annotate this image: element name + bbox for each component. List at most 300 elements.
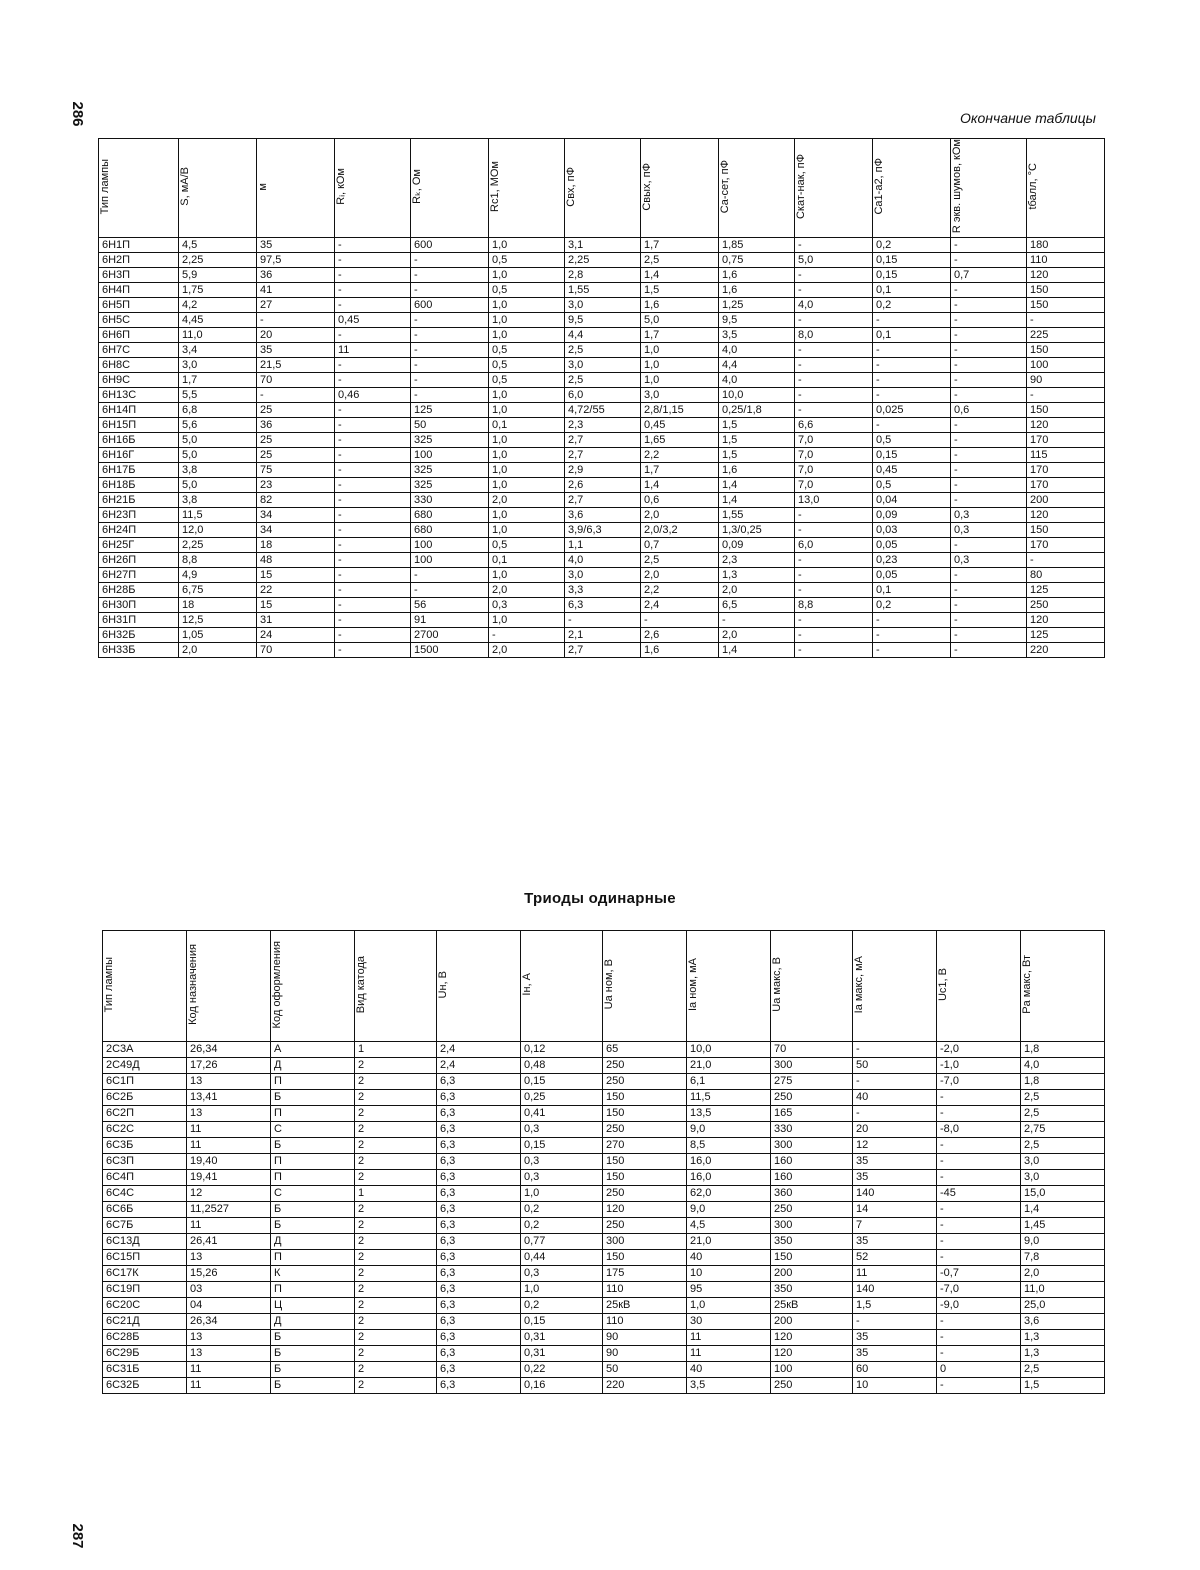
table-cell: - [951,463,1027,478]
table-cell: 16,0 [687,1154,771,1170]
table-cell: - [951,493,1027,508]
table-row [103,1138,1105,1154]
table-cell: - [795,523,873,538]
table-cell: 170 [1027,433,1105,448]
tube-type-cell: 6С7Б [103,1218,187,1234]
table-cell: 34 [257,508,335,523]
table-cell: 15 [257,568,335,583]
table-row [103,1298,1105,1314]
table-cell: 3,0 [641,388,719,403]
table-cell: 250 [603,1186,687,1202]
table-cell: 250 [603,1074,687,1090]
table-cell: 120 [771,1346,853,1362]
table-cell: 3,9/6,3 [565,523,641,538]
table-cell: 1,0 [489,508,565,523]
table-cell: 1,65 [641,433,719,448]
table-cell: 6,3 [437,1154,521,1170]
table-cell: 26,41 [187,1234,271,1250]
table-cell: - [1027,553,1105,568]
table-cell: - [1027,313,1105,328]
table-cell: - [335,598,411,613]
table-cell: 13 [187,1250,271,1266]
table-cell: 0,44 [521,1250,603,1266]
tube-type-cell: 6С3П [103,1154,187,1170]
table-cell: - [335,283,411,298]
table-cell: 03 [187,1282,271,1298]
table-cell: 10,0 [719,388,795,403]
table-cell: 0,5 [873,478,951,493]
table-cell: - [335,583,411,598]
table-cell: 1,0 [489,268,565,283]
tube-type-cell: 6С32Б [103,1378,187,1394]
table-cell: Д [271,1314,355,1330]
table-cell: 1,0 [489,403,565,418]
table-cell: 2,6 [565,478,641,493]
table-cell: 2,0 [489,493,565,508]
table-cell: 1,0 [489,313,565,328]
table-cell: 11 [187,1378,271,1394]
table-cell: - [411,568,489,583]
table-cell: 0,16 [521,1378,603,1394]
table-cell: 350 [771,1282,853,1298]
table-cell: Б [271,1362,355,1378]
column-header-label: Uн, В [437,970,449,999]
table-cell: 2 [355,1090,437,1106]
table-cell: 18 [257,538,335,553]
table-cell: - [853,1106,937,1122]
column-header-label: Cа-сет, пФ [719,159,731,214]
table-cell: 0,09 [873,508,951,523]
tube-type-cell: 6С4С [103,1186,187,1202]
table-cell: 2 [355,1170,437,1186]
continuation-note: Окончание таблицы [959,110,1096,126]
table-cell: 6,6 [795,418,873,433]
table-cell: 2 [355,1346,437,1362]
column-header [687,931,771,1042]
table-cell: 95 [687,1282,771,1298]
table-cell: Д [271,1234,355,1250]
tube-type-cell: 6Н6П [99,328,179,343]
table-cell: - [335,523,411,538]
table-cell: - [335,538,411,553]
table-cell: 52 [853,1250,937,1266]
table-cell: 41 [257,283,335,298]
table-cell: 1,5 [719,448,795,463]
tube-type-cell: 6С28Б [103,1330,187,1346]
table-cell: -8,0 [937,1122,1021,1138]
table-cell: - [411,358,489,373]
table-cell: 1,4 [641,478,719,493]
table-cell: 120 [1027,508,1105,523]
table-cell: 100 [411,448,489,463]
table-row [103,1058,1105,1074]
column-header-label: tбалл, °С [1027,163,1039,210]
table-cell: 12,0 [179,523,257,538]
table-cell: - [335,568,411,583]
table-cell: 150 [603,1090,687,1106]
table-cell: 100 [411,553,489,568]
table-cell: 6,3 [437,1074,521,1090]
table-cell: 11 [335,343,411,358]
table-cell: 1 [355,1186,437,1202]
table-cell: 1,0 [489,568,565,583]
table-cell: 300 [603,1234,687,1250]
table-cell: 1,0 [489,298,565,313]
table-cell: 1,75 [179,283,257,298]
column-header-label: Iа ном, мА [687,958,699,1011]
table-cell: - [795,553,873,568]
table-header-row [99,139,1105,238]
page-number-right: 287 [69,1523,87,1549]
table-cell: 250 [603,1218,687,1234]
table-cell: 2,0 [641,568,719,583]
column-header [719,139,795,238]
table-cell: 125 [1027,628,1105,643]
table-cell: 2,5 [1021,1106,1105,1122]
tube-type-cell: 6С2П [103,1106,187,1122]
table-cell: 27 [257,298,335,313]
table-cell: 2700 [411,628,489,643]
table-cell: 2,5 [565,343,641,358]
table-cell: 100 [411,538,489,553]
table-cell: С [271,1186,355,1202]
table-row [103,1234,1105,1250]
table-cell: - [795,358,873,373]
table-cell: 0,77 [521,1234,603,1250]
table-cell: 150 [603,1170,687,1186]
table-cell: 0,5 [489,373,565,388]
table-cell: 1,5 [641,283,719,298]
table-cell: 325 [411,478,489,493]
column-header [795,139,873,238]
table-cell: 0,15 [521,1138,603,1154]
table-cell: 250 [603,1122,687,1138]
table-cell: 2,0 [719,628,795,643]
table-cell: 2,7 [565,448,641,463]
table-cell: 13,0 [795,493,873,508]
tube-type-cell: 6С4П [103,1170,187,1186]
column-header-label: Rс1, МОм [489,161,501,212]
table-cell: 6,3 [437,1330,521,1346]
table-cell: - [951,358,1027,373]
table-cell: А [271,1042,355,1058]
table-cell: 11,0 [179,328,257,343]
table-cell: 250 [771,1202,853,1218]
table-cell: - [951,478,1027,493]
table-cell: 97,5 [257,253,335,268]
table-cell: Д [271,1058,355,1074]
table-cell: 2 [355,1218,437,1234]
table-cell: 1,5 [719,418,795,433]
table-cell: 0,5 [489,343,565,358]
table-cell: - [335,613,411,628]
table-cell: 1,3/0,25 [719,523,795,538]
table-cell: 20 [257,328,335,343]
table-cell: П [271,1106,355,1122]
table-cell: 4,5 [687,1218,771,1234]
table-cell: - [489,628,565,643]
table-cell: 80 [1027,568,1105,583]
table-cell: 250 [1027,598,1105,613]
table-cell: 100 [771,1362,853,1378]
table-cell: Б [271,1218,355,1234]
table-cell: 0,6 [641,493,719,508]
tube-type-cell: 6Н14П [99,403,179,418]
table-cell: 15,0 [1021,1186,1105,1202]
table-cell: - [937,1314,1021,1330]
table-cell: 5,0 [179,448,257,463]
table-cell: - [795,268,873,283]
table-cell: 2 [355,1362,437,1378]
table-cell: П [271,1170,355,1186]
table-cell: 60 [853,1362,937,1378]
table-cell: 12 [187,1186,271,1202]
tube-type-cell: 6С17К [103,1266,187,1282]
table-cell: 0,25 [521,1090,603,1106]
column-header-label: Код назначения [187,944,199,1025]
table-cell: 62,0 [687,1186,771,1202]
table-cell: 25,0 [1021,1298,1105,1314]
table-row [99,493,1105,508]
table-cell: 1,0 [489,478,565,493]
column-header [489,139,565,238]
table-cell: 70 [257,643,335,658]
table-cell: 4,9 [179,568,257,583]
table-cell: 3,0 [565,298,641,313]
table-cell: 2,2 [641,583,719,598]
page-number-left: 286 [69,101,87,127]
table-cell: - [795,238,873,253]
table-cell: 200 [771,1314,853,1330]
table-cell: - [937,1250,1021,1266]
table-cell: 2 [355,1250,437,1266]
tube-type-cell: 6Н3П [99,268,179,283]
table-cell: 10 [687,1266,771,1282]
table-cell: 0,05 [873,538,951,553]
table-cell: - [937,1106,1021,1122]
table-cell: 2,5 [1021,1362,1105,1378]
table-row [99,313,1105,328]
table-cell: 1,0 [521,1186,603,1202]
table-row [99,643,1105,658]
table-cell: 2,0 [179,643,257,658]
table-cell: 150 [771,1250,853,1266]
table-cell: 6,3 [437,1106,521,1122]
table-cell: 21,5 [257,358,335,373]
table-cell: 5,0 [179,433,257,448]
table-cell: 18 [179,598,257,613]
table-cell: 65 [603,1042,687,1058]
table-cell: 2,5 [1021,1138,1105,1154]
table-cell: 350 [771,1234,853,1250]
table-cell: 11 [187,1122,271,1138]
tube-type-cell: 6С29Б [103,1346,187,1362]
table-cell: 2,25 [179,538,257,553]
table-cell: 11 [853,1266,937,1282]
table-cell: 31 [257,613,335,628]
table-cell: 2,0 [1021,1266,1105,1282]
table-cell: 48 [257,553,335,568]
table-cell: 6,0 [565,388,641,403]
table-cell: 3,3 [565,583,641,598]
table-cell: 13 [187,1074,271,1090]
table-row [103,1378,1105,1394]
table-cell: 25 [257,448,335,463]
table-cell: - [335,508,411,523]
table-cell: 325 [411,463,489,478]
table-cell: 35 [257,238,335,253]
table-cell: - [951,433,1027,448]
table-cell: - [411,283,489,298]
table-cell: 0,75 [719,253,795,268]
table-cell: 2 [355,1138,437,1154]
table-cell: - [795,313,873,328]
table-row [99,508,1105,523]
table-cell: 200 [771,1266,853,1282]
table-cell: 2 [355,1314,437,1330]
table-cell: - [873,613,951,628]
table-cell: - [937,1202,1021,1218]
table-cell: -7,0 [937,1074,1021,1090]
column-header [873,139,951,238]
table-cell: 270 [603,1138,687,1154]
tube-type-cell: 6Н30П [99,598,179,613]
table-cell: -0,7 [937,1266,1021,1282]
table-cell: 1,0 [521,1282,603,1298]
table-cell: - [873,418,951,433]
tube-type-cell: 6Н5П [99,298,179,313]
table-cell: 1500 [411,643,489,658]
table-cell: 4,4 [719,358,795,373]
table-cell: 1,4 [719,478,795,493]
table-cell: 2,0/3,2 [641,523,719,538]
tube-type-cell: 6С1П [103,1074,187,1090]
table-cell: 6,3 [437,1282,521,1298]
table-cell: 250 [771,1090,853,1106]
table-row [99,433,1105,448]
table-cell: 0,3 [951,553,1027,568]
table-cell: 1,8 [1021,1042,1105,1058]
table-cell: - [411,268,489,283]
table-cell: 3,5 [687,1378,771,1394]
table-cell: 1,3 [719,568,795,583]
table-cell: 2,5 [641,553,719,568]
table-cell: 0,3 [521,1122,603,1138]
tube-type-cell: 2С49Д [103,1058,187,1074]
table-cell: 0,31 [521,1330,603,1346]
table-cell: 3,0 [1021,1154,1105,1170]
table-cell: - [411,313,489,328]
table-cell: 120 [771,1330,853,1346]
table-cell: 21,0 [687,1058,771,1074]
table-cell: 7,8 [1021,1250,1105,1266]
table-cell: 1,85 [719,238,795,253]
column-header-label: Тип лампы [99,158,111,215]
tube-type-cell: 6С15П [103,1250,187,1266]
table-cell: 2,8/1,15 [641,403,719,418]
table-cell: 1,0 [641,358,719,373]
table-cell: - [795,343,873,358]
table-cell: - [951,298,1027,313]
table-cell: 6,5 [719,598,795,613]
table-cell: П [271,1074,355,1090]
tube-type-cell: 6Н9С [99,373,179,388]
table-cell: Б [271,1202,355,1218]
table-cell: 1,3 [1021,1330,1105,1346]
table-cell: 21,0 [687,1234,771,1250]
table-cell: 4,0 [565,553,641,568]
table-cell: 9,0 [687,1202,771,1218]
table-cell: 275 [771,1074,853,1090]
table-cell: 24 [257,628,335,643]
table-cell: 1,25 [719,298,795,313]
table-row [99,523,1105,538]
table-cell: 0,15 [521,1074,603,1090]
table-cell: 2 [355,1122,437,1138]
table-cell: 6,3 [437,1138,521,1154]
table-cell: 8,8 [179,553,257,568]
table-row [99,373,1105,388]
table-cell: 7,0 [795,478,873,493]
table-cell: 225 [1027,328,1105,343]
table-cell: 34 [257,523,335,538]
table-cell: 2,25 [565,253,641,268]
table-cell: 0,3 [521,1266,603,1282]
table-cell: 1,5 [719,433,795,448]
table-cell: 0,23 [873,553,951,568]
table-cell: 2,1 [565,628,641,643]
table-cell: 0,2 [873,238,951,253]
table-cell: 40 [853,1090,937,1106]
table-cell: -45 [937,1186,1021,1202]
table-cell: 4,4 [565,328,641,343]
table-cell: - [873,373,951,388]
table-cell: 35 [853,1346,937,1362]
table-cell: 0,05 [873,568,951,583]
table-cell: Б [271,1346,355,1362]
table-cell: 6,75 [179,583,257,598]
table-cell: 4,0 [719,343,795,358]
table-cell: 2,6 [641,628,719,643]
table-cell: 11 [187,1138,271,1154]
table-cell: 0,12 [521,1042,603,1058]
table-cell: 1,7 [641,238,719,253]
table-row [103,1218,1105,1234]
table-cell: 0,45 [335,313,411,328]
column-header [257,139,335,238]
table-cell: 50 [603,1362,687,1378]
table-cell: 11,5 [687,1090,771,1106]
table-cell: - [411,373,489,388]
table-cell: П [271,1282,355,1298]
table-cell: 330 [771,1122,853,1138]
table-cell: - [335,268,411,283]
column-header [937,931,1021,1042]
table-cell: 4,72/55 [565,403,641,418]
table-cell: - [411,253,489,268]
column-header-label: Cкат-нак, пФ [795,153,807,219]
table-cell: 35 [853,1330,937,1346]
table-cell: 0,6 [951,403,1027,418]
table-cell: - [1027,388,1105,403]
table-row [99,478,1105,493]
table-cell: Ц [271,1298,355,1314]
table-cell: 2,7 [565,493,641,508]
table-cell: 2 [355,1202,437,1218]
table-cell: 14 [853,1202,937,1218]
table-cell: 6,8 [179,403,257,418]
table-cell: 35 [853,1170,937,1186]
